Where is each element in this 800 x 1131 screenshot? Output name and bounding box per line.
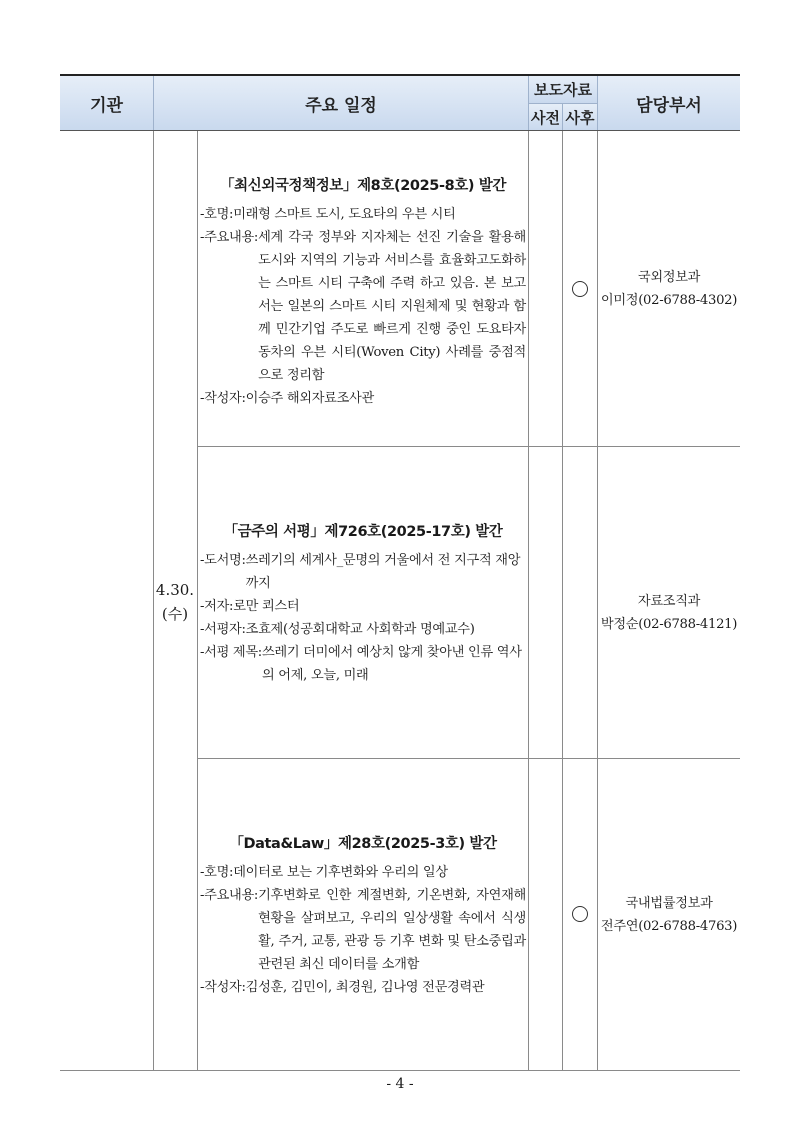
entry-title: 「금주의 서평」제726호(2025-17호) 발간 <box>223 524 503 540</box>
entry-line <box>200 595 526 618</box>
schedule-date <box>153 578 197 626</box>
header-col-divider <box>562 104 563 130</box>
entry-line <box>200 976 526 999</box>
line-text: 세계 각국 정부와 지자체는 선진 기술을 활용해 도시와 지역의 기능과 서비스를 효율화고도화하는 스마트 시티 구축에 주력 하고 있음. 본 보고서는 일본의 스마트 시티 지원체제 및 현황과 함께 민간기업 주도로 빠르게 진행 중인 도요타자동차의 우븐 시티(Woven City) 사례를 중점적으로 정리함 <box>258 230 526 383</box>
entry-data-law <box>200 832 526 999</box>
line-text: 미래형 스마트 도시, 도요타의 우븐 시티 <box>233 207 456 222</box>
header-bottom-rule <box>60 130 740 131</box>
header-before-label: 사전 <box>531 108 560 127</box>
entry-title: 「Data&Law」제28호(2025-3호) 발간 <box>229 836 497 852</box>
line-text: 쓰레기 더미에서 예상치 않게 찾아낸 인류 역사의 어제, 오늘, 미래 <box>261 645 522 683</box>
line-text: 로만 쾨스터 <box>233 599 300 614</box>
table-bottom-rule <box>60 1070 740 1071</box>
entry-line <box>200 641 526 687</box>
row-divider <box>197 446 740 447</box>
line-label: -호명: <box>200 207 234 222</box>
entry-title: 「최신외국정책정보」제8호(2025-8호) 발간 <box>220 178 506 194</box>
header-press-divider <box>529 103 597 104</box>
line-label: -서평 제목: <box>200 645 262 660</box>
line-label: -주요내용: <box>200 888 259 903</box>
dept-cell <box>598 892 740 938</box>
dept-name: 자료조직과 <box>637 594 701 609</box>
header-agency <box>60 76 153 130</box>
header-col-divider <box>153 76 154 130</box>
header-top-rule <box>60 74 740 76</box>
line-text: 조효제(성공회대학교 사회학과 명예교수) <box>245 622 475 637</box>
header-agency-label: 기관 <box>90 95 123 116</box>
entry-line <box>200 226 526 387</box>
col-divider <box>197 131 198 1070</box>
dept-name: 국외정보과 <box>637 270 701 285</box>
header-before <box>529 104 562 130</box>
page-number: - 4 - <box>386 1076 414 1092</box>
line-text: 김성훈, 김민이, 최경원, 김나영 전문경력관 <box>245 980 485 995</box>
press-after-mark <box>572 906 588 922</box>
line-text: 쓰레기의 세계사_문명의 거울에서 전 지구적 재앙까지 <box>245 553 521 591</box>
row-divider <box>197 758 740 759</box>
date-day: 4.30. <box>155 581 195 599</box>
col-divider <box>562 131 563 1070</box>
line-label: -작성자: <box>200 391 246 406</box>
entry-line <box>200 618 526 641</box>
header-press <box>529 76 597 103</box>
entry-book-review <box>200 520 526 687</box>
line-label: -도서명: <box>200 553 246 568</box>
dept-contact: 전주연(02-6788-4763) <box>600 919 738 934</box>
header-after-label: 사후 <box>565 108 595 127</box>
line-label: -주요내용: <box>200 230 259 245</box>
line-label: -작성자: <box>200 980 246 995</box>
entry-line <box>200 884 526 976</box>
entry-policy-info <box>200 174 526 410</box>
line-label: -저자: <box>200 599 234 614</box>
header-dept-label: 담당부서 <box>636 95 702 116</box>
header-press-label: 보도자료 <box>534 81 592 99</box>
line-text: 이승주 해외자료조사관 <box>245 391 374 406</box>
header-dept <box>598 76 740 130</box>
entry-line <box>200 203 526 226</box>
line-label: -호명: <box>200 865 234 880</box>
line-text: 데이터로 보는 기후변화와 우리의 일상 <box>233 865 448 880</box>
col-divider <box>528 131 529 1070</box>
header-col-divider <box>597 76 598 130</box>
dept-name: 국내법률정보과 <box>625 896 713 911</box>
dept-cell <box>598 266 740 312</box>
line-text: 기후변화로 인한 계절변화, 기온변화, 자연재해 현황을 살펴보고, 우리의 일상생활 속에서 식생활, 주거, 교통, 관광 등 기후 변화 및 탄소중립과 관련된 최신 데이터를 소개함 <box>258 888 526 972</box>
dept-contact: 이미정(02-6788-4302) <box>600 293 738 308</box>
header-after <box>563 104 597 130</box>
entry-line <box>200 387 526 410</box>
header-schedule <box>154 76 528 130</box>
header-col-divider <box>528 76 529 130</box>
dept-contact: 박정순(02-6788-4121) <box>600 617 738 632</box>
date-weekday: (수) <box>161 605 189 623</box>
entry-line <box>200 549 526 595</box>
line-label: -서평자: <box>200 622 246 637</box>
press-after-mark <box>572 281 588 297</box>
header-schedule-label: 주요 일정 <box>305 95 377 116</box>
entry-line <box>200 861 526 884</box>
dept-cell <box>598 590 740 636</box>
